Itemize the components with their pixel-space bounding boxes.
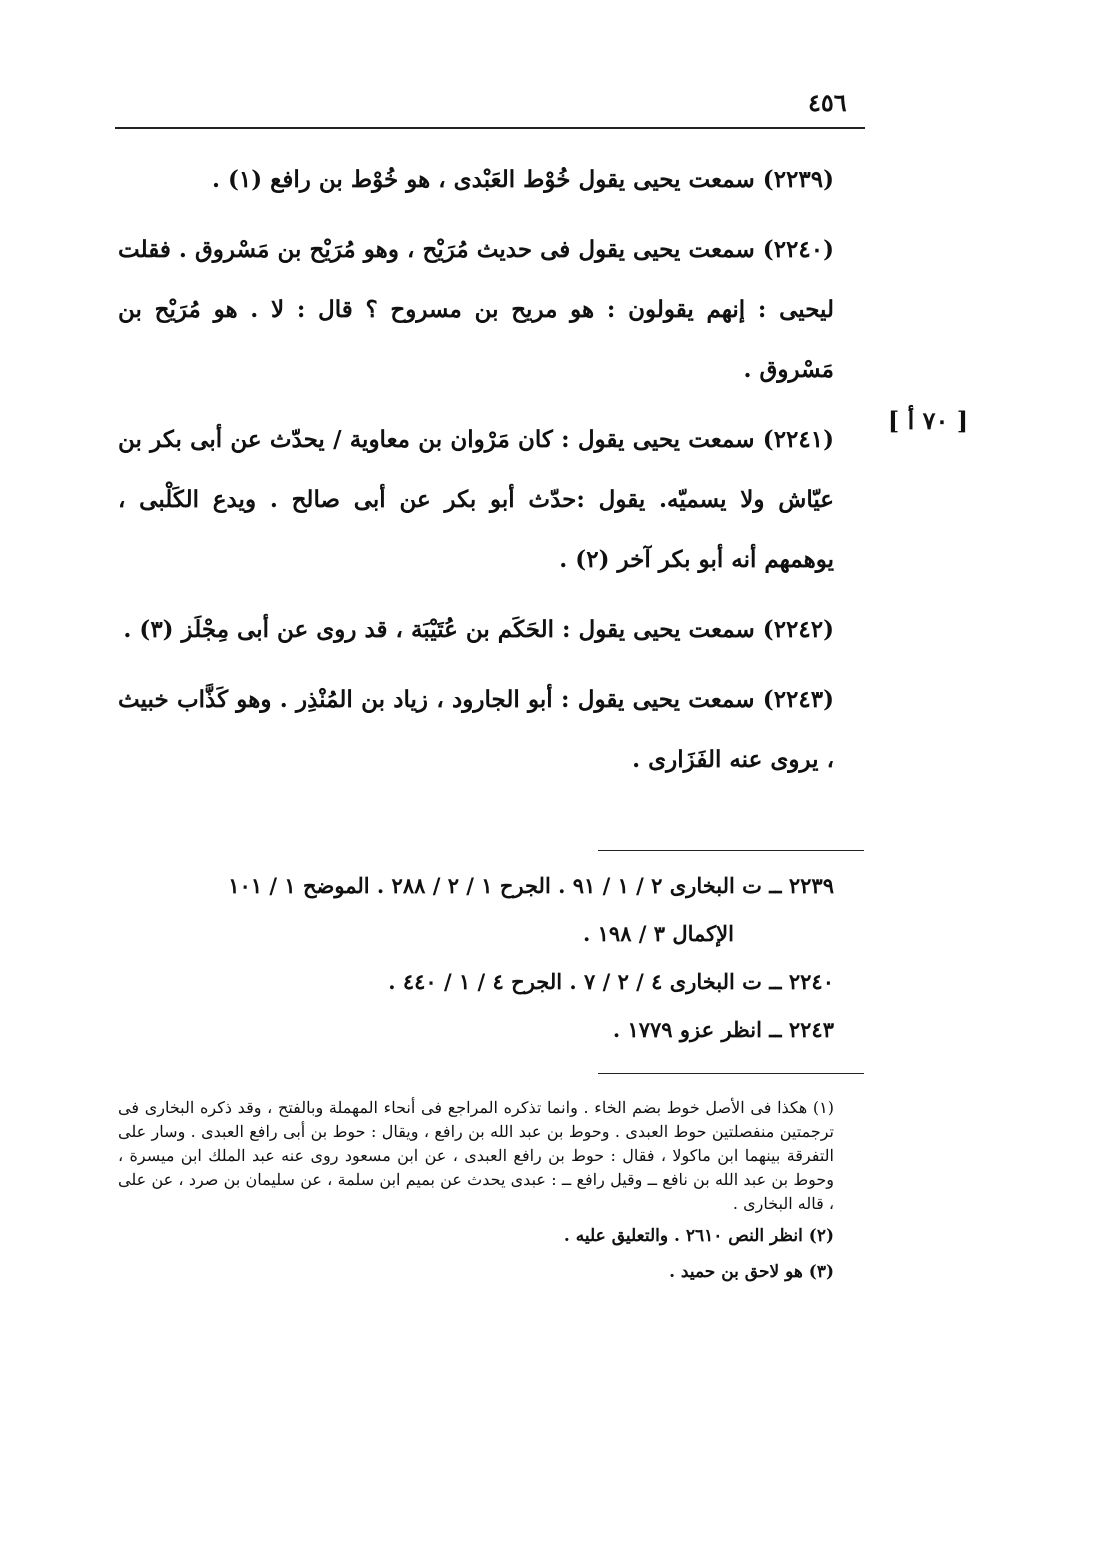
entry-2239: (٢٢٣٩) سمعت يحيى يقول خُوْط العَبْدى ، هو خُوْط بن رافع (١) . [212, 166, 834, 193]
reference-line: ٢٢٤٠ ــ ت البخارى ٤ / ٢ / ٧ . الجرح ٤ / ١ / ٤٤٠ . [388, 969, 834, 994]
references-rule [598, 850, 864, 851]
entry-2242: (٢٢٤٢) سمعت يحيى يقول : الحَكَم بن عُتَيْبَة ، قد روى عن أبى مِجْلَز (٣) . [123, 616, 834, 643]
references [118, 862, 834, 1054]
margin-folio-note: [ ٧٠ أ ] [887, 406, 969, 435]
footnote-2: (٢) انظر النص ٢٦١٠ . والتعليق عليه . [563, 1226, 834, 1246]
footnote-3: (٣) هو لاحق بن حميد . [669, 1262, 834, 1282]
main-text [118, 150, 834, 800]
footnote-1: (١) هكذا فى الأصل خوط بضم الخاء . وانما تذكره المراجع فى أنحاء المهملة وبالفتح ، وقد ذكره البخارى فى ترجمتين منفصلتين حوط العبدى . وحوط بن عبد الله بن رافع ، ويقال : حوط بن أبى رافع العبدى . وسار على التفرقة بينهما ابن ماكولا ، فقال : حوط بن رافع العبدى ، عن ابن مسعود روى عنه عبد الملك ابن ميسرة ، وحوط بن عبد الله بن نافع ــ وقيل رافع ــ : عبدى يحدث عن بميم ابن سلمة ، عن سليمان بن صرد ، عن على ، قاله البخارى . [118, 1098, 835, 1213]
entry-2241: (٢٢٤١) سمعت يحيى يقول : كان مَرْوان بن معاوية / يحدّث عن أبى بكر بن عيّاش ولا يسميّه. يقول :حدّث أبو بكر عن أبى صالح . ويدع الكَلْبى ، يوهمهم أنه أبو بكر آخر (٢) . [118, 426, 834, 573]
reference-line: الإكمال ٣ / ١٩٨ . [583, 921, 734, 946]
footnotes-rule [598, 1073, 864, 1074]
footnotes [118, 1096, 834, 1288]
reference-line: ٢٢٣٩ ــ ت البخارى ٢ / ١ / ٩١ . الجرح ١ / ٢ / ٢٨٨ . الموضح ١ / ١٠١ [228, 873, 834, 898]
entry-2240: (٢٢٤٠) سمعت يحيى يقول فى حديث مُرَيْح ، وهو مُرَيْح بن مَسْروق . فقلت ليحيى : إنهم يقولون : هو مريح بن مسروح ؟ قال : لا . هو مُرَيْح بن مَسْروق . [118, 236, 834, 383]
reference-line: ٢٢٤٣ ــ انظر عزو ١٧٧٩ . [612, 1017, 834, 1042]
entry-2243: (٢٢٤٣) سمعت يحيى يقول : أبو الجارود ، زياد بن المُنْذِر . وهو كَذَّاب خبيث ، يروى عنه الفَزَارى . [118, 686, 834, 773]
page-number: ٤٥٦ [808, 88, 847, 117]
header-rule [115, 127, 865, 129]
